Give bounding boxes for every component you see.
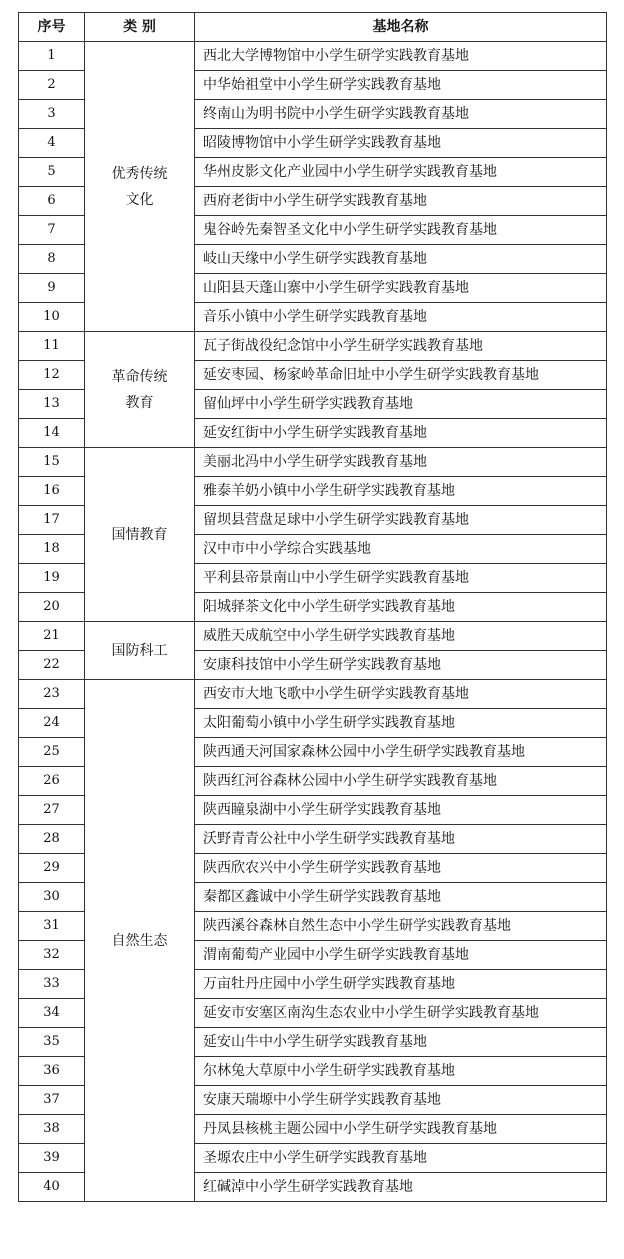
category-label: 优秀传统 [111, 165, 168, 182]
row-number: 17 [19, 506, 85, 535]
base-name: 陕西瞳泉湖中小学生研学实践教育基地 [195, 796, 607, 825]
row-number: 18 [19, 535, 85, 564]
base-name: 陕西红河谷森林公园中小学生研学实践教育基地 [195, 767, 607, 796]
base-name: 西安市大地飞歌中小学生研学实践教育基地 [195, 680, 607, 709]
row-number: 32 [19, 941, 85, 970]
row-number: 12 [19, 361, 85, 390]
base-name: 西府老街中小学生研学实践教育基地 [195, 187, 607, 216]
category-cell [85, 622, 195, 680]
base-name: 延安市安塞区南沟生态农业中小学生研学实践教育基地 [195, 999, 607, 1028]
row-number: 34 [19, 999, 85, 1028]
row-number: 13 [19, 390, 85, 419]
base-name: 美丽北冯中小学生研学实践教育基地 [195, 448, 607, 477]
base-name: 雅泰羊奶小镇中小学生研学实践教育基地 [195, 477, 607, 506]
row-number: 3 [19, 100, 85, 129]
base-name: 岐山天缘中小学生研学实践教育基地 [195, 245, 607, 274]
row-number: 1 [19, 42, 85, 71]
base-name: 音乐小镇中小学生研学实践教育基地 [195, 303, 607, 332]
category-label: 教育 [125, 394, 154, 411]
base-name: 西北大学博物馆中小学生研学实践教育基地 [195, 42, 607, 71]
table-row [19, 448, 607, 477]
base-name: 威胜天成航空中小学生研学实践教育基地 [195, 622, 607, 651]
row-number: 38 [19, 1115, 85, 1144]
base-name: 瓦子街战役纪念馆中小学生研学实践教育基地 [195, 332, 607, 361]
category-cell [85, 448, 195, 622]
row-number: 7 [19, 216, 85, 245]
base-name: 华州皮影文化产业园中小学生研学实践教育基地 [195, 158, 607, 187]
row-number: 2 [19, 71, 85, 100]
row-number: 10 [19, 303, 85, 332]
category-label: 国防科工 [111, 642, 168, 659]
base-name: 昭陵博物馆中小学生研学实践教育基地 [195, 129, 607, 158]
row-number: 29 [19, 854, 85, 883]
row-number: 37 [19, 1086, 85, 1115]
base-name: 陕西通天河国家森林公园中小学生研学实践教育基地 [195, 738, 607, 767]
base-name: 圣塬农庄中小学生研学实践教育基地 [195, 1144, 607, 1173]
category-label: 文化 [125, 191, 154, 208]
row-number: 22 [19, 651, 85, 680]
base-name: 红碱淖中小学生研学实践教育基地 [195, 1173, 607, 1202]
base-name: 陕西欣农兴中小学生研学实践教育基地 [195, 854, 607, 883]
base-name: 太阳葡萄小镇中小学生研学实践教育基地 [195, 709, 607, 738]
row-number: 20 [19, 593, 85, 622]
row-number: 35 [19, 1028, 85, 1057]
row-number: 11 [19, 332, 85, 361]
row-number: 16 [19, 477, 85, 506]
header-row [19, 13, 607, 42]
base-name: 渭南葡萄产业园中小学生研学实践教育基地 [195, 941, 607, 970]
row-number: 9 [19, 274, 85, 303]
row-number: 26 [19, 767, 85, 796]
row-number: 4 [19, 129, 85, 158]
row-number: 14 [19, 419, 85, 448]
category-cell [85, 680, 195, 1202]
base-name: 留仙坪中小学生研学实践教育基地 [195, 390, 607, 419]
category-label: 自然生态 [111, 932, 168, 949]
header-name: 基地名称 [195, 13, 607, 42]
base-name: 丹凤县核桃主题公园中小学生研学实践教育基地 [195, 1115, 607, 1144]
row-number: 30 [19, 883, 85, 912]
base-name: 秦都区鑫诚中小学生研学实践教育基地 [195, 883, 607, 912]
base-name: 平利县帝景南山中小学生研学实践教育基地 [195, 564, 607, 593]
category-cell [85, 332, 195, 448]
row-number: 36 [19, 1057, 85, 1086]
row-number: 27 [19, 796, 85, 825]
base-name: 终南山为明书院中小学生研学实践教育基地 [195, 100, 607, 129]
base-name: 中华始祖堂中小学生研学实践教育基地 [195, 71, 607, 100]
base-name: 汉中市中小学综合实践基地 [195, 535, 607, 564]
table-row [19, 332, 607, 361]
row-number: 23 [19, 680, 85, 709]
category-label: 国情教育 [111, 526, 168, 543]
row-number: 25 [19, 738, 85, 767]
base-name: 延安红街中小学生研学实践教育基地 [195, 419, 607, 448]
base-name: 陕西溪谷森林自然生态中小学生研学实践教育基地 [195, 912, 607, 941]
row-number: 24 [19, 709, 85, 738]
table-row [19, 622, 607, 651]
row-number: 21 [19, 622, 85, 651]
base-name: 鬼谷岭先秦智圣文化中小学生研学实践教育基地 [195, 216, 607, 245]
base-name: 留坝县营盘足球中小学生研学实践教育基地 [195, 506, 607, 535]
base-name: 延安山牛中小学生研学实践教育基地 [195, 1028, 607, 1057]
base-name: 沃野青青公社中小学生研学实践教育基地 [195, 825, 607, 854]
base-name: 阳城驿茶文化中小学生研学实践教育基地 [195, 593, 607, 622]
base-name: 尔林兔大草原中小学生研学实践教育基地 [195, 1057, 607, 1086]
table-row [19, 680, 607, 709]
row-number: 19 [19, 564, 85, 593]
table-row [19, 42, 607, 71]
category-label: 革命传统 [111, 368, 168, 385]
row-number: 33 [19, 970, 85, 999]
header-num: 序号 [19, 13, 85, 42]
header-category: 类 别 [85, 13, 195, 42]
row-number: 40 [19, 1173, 85, 1202]
base-name: 万亩牡丹庄园中小学生研学实践教育基地 [195, 970, 607, 999]
base-name: 山阳县天蓬山寨中小学生研学实践教育基地 [195, 274, 607, 303]
table-body [19, 42, 607, 1202]
row-number: 8 [19, 245, 85, 274]
row-number: 31 [19, 912, 85, 941]
row-number: 5 [19, 158, 85, 187]
category-cell [85, 42, 195, 332]
row-number: 6 [19, 187, 85, 216]
base-name: 延安枣园、杨家岭革命旧址中小学生研学实践教育基地 [195, 361, 607, 390]
base-name: 安康天瑞塬中小学生研学实践教育基地 [195, 1086, 607, 1115]
research-base-table [18, 12, 607, 1202]
base-name: 安康科技馆中小学生研学实践教育基地 [195, 651, 607, 680]
row-number: 15 [19, 448, 85, 477]
row-number: 39 [19, 1144, 85, 1173]
row-number: 28 [19, 825, 85, 854]
